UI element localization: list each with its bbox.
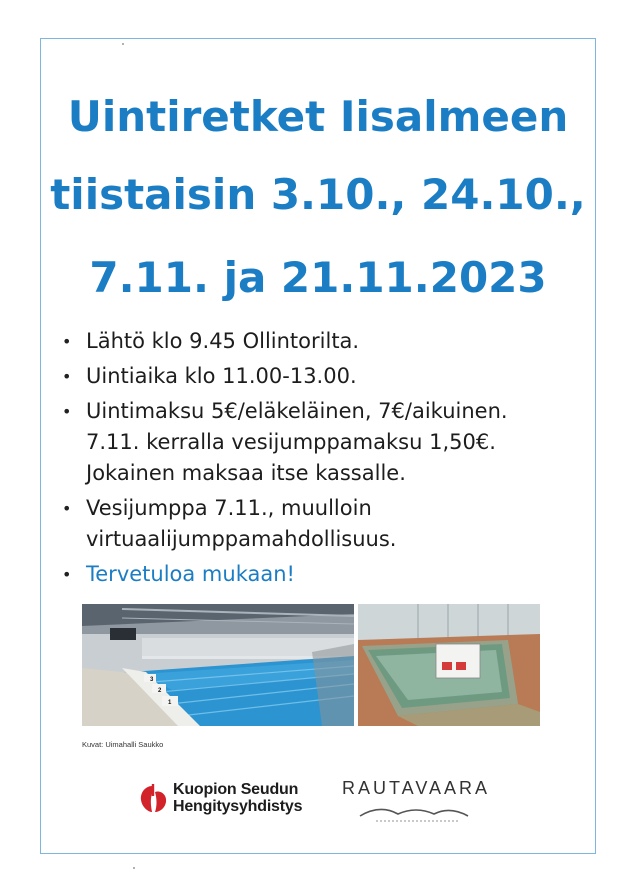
bullet-fees [62,396,582,489]
bullet-text: Uintiaika klo 11.00-13.00. [86,364,357,388]
therapy-pool-photo [358,604,540,726]
photo-caption: Kuvat: Uimahalli Saukko [82,740,164,749]
info-bullet-list [62,326,582,590]
pool-photo [82,604,354,726]
bullet-dot: • [62,332,72,351]
bullet-text: Lähtö klo 9.45 Ollintorilta. [86,329,360,353]
bullet-water-gym [62,493,582,555]
title-line-3: 7.11. ja 21.11.2023 [89,253,547,302]
bullet-text: 7.11. kerralla vesijumppamaksu 1,50€. [86,430,496,454]
title-line-1: Uintiretket Iisalmeen [67,92,569,141]
bullet-dot: • [62,367,72,386]
bullet-text: Jokainen maksaa itse kassalle. [86,461,406,485]
bullet-text: Tervetuloa mukaan! [86,562,295,586]
bullet-departure [62,326,582,357]
bullet-swim-time [62,361,582,392]
municipality-name: RAUTAVAARA [342,778,491,798]
bullet-text: Uintimaksu 5€/eläkeläinen, 7€/aikuinen. [86,399,508,423]
hills-icon [358,802,478,824]
bullet-dot: • [62,402,72,421]
title-line-2: tiistaisin 3.10., 24.10., [50,170,586,219]
org-name [173,781,302,815]
bullet-welcome [62,559,582,590]
lungs-icon [136,782,170,816]
bullet-text: virtuaalijumppamahdollisuus. [86,527,397,551]
scan-speck [133,867,135,869]
bullet-dot: • [62,565,72,584]
org-name-line-1: Kuopion Seudun [173,781,299,798]
bullet-text: Vesijumppa 7.11., muulloin [86,496,372,520]
kuopion-seudun-hengitysyhdistys-logo [136,778,336,822]
bullet-dot: • [62,499,72,518]
scan-speck [122,43,124,45]
rautavaara-logo [342,776,491,824]
lane-number-2: 2 [158,688,162,694]
lane-number-1: 1 [168,700,172,706]
org-name-line-2: Hengitysyhdistys [173,798,303,815]
lane-number-3: 3 [150,677,154,683]
